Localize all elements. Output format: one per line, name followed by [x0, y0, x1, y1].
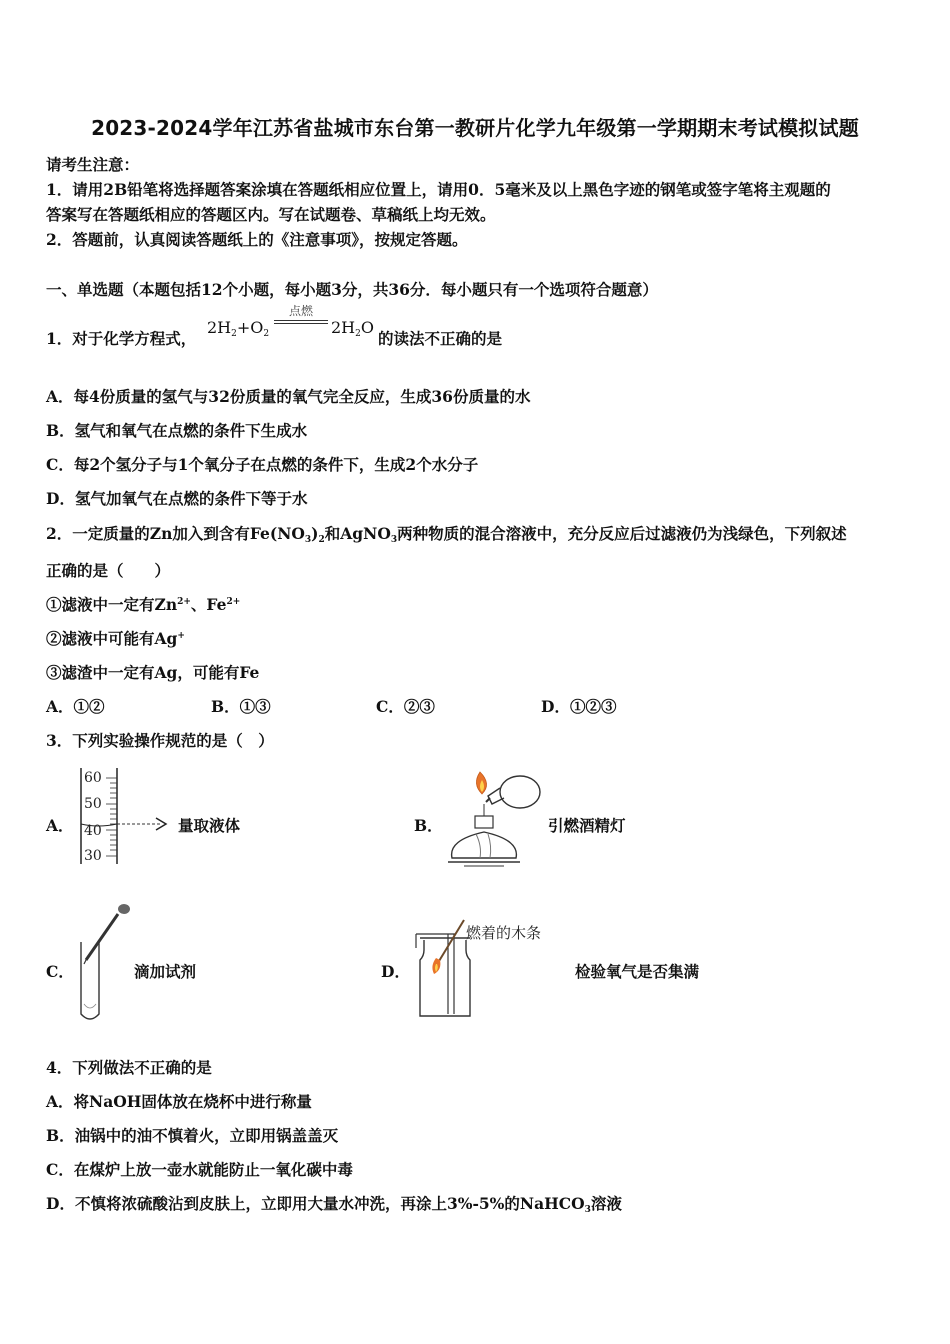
q3-option-d-letter: D．: [381, 962, 410, 981]
q2-option-a: A．①②: [46, 697, 105, 716]
alcohol-lamp-figure: [442, 762, 542, 870]
cylinder-tick-40: 40: [84, 823, 102, 839]
q1-equation-condition: 点燃: [288, 304, 313, 318]
notice-heading: 请考生注意：: [46, 155, 140, 174]
q1-option-c: C．每2个氢分子与1个氧分子在点燃的条件下，生成2个水分子: [46, 455, 479, 474]
q4-option-c: C．在煤炉上放一壶水就能防止一氧化碳中毒: [46, 1160, 353, 1179]
q1-equation-arrow-top: [274, 320, 328, 321]
q3-option-b-letter: B．: [414, 816, 443, 835]
graduated-cylinder-figure: [76, 764, 176, 868]
q2-option-d: D．①②③: [541, 697, 617, 716]
q1-equation: $2H_2+O_2$: [207, 318, 270, 339]
q3-option-d-text: 检验氧气是否集满: [575, 962, 700, 981]
q1-equation-arrow-bottom: [274, 323, 328, 324]
notice-item-2: 2．答题前，认真阅读答题纸上的《注意事项》，按规定答题。: [46, 230, 468, 249]
q1-stem-prefix: 1．对于化学方程式，: [46, 329, 197, 348]
q2-stem: 2．一定质量的Zn加入到含有$Fe(NO_3)_2$和AgNO$_3$两种物质的混合溶液中，充分反应后过滤液仍为浅绿色，下列叙述: [46, 524, 847, 545]
q4-option-b: B．油锅中的油不慎着火，立即用锅盖盖灭: [46, 1126, 339, 1145]
q2-statement-1: ①滤液中一定有$Zn^{2+}$、$Fe^{2+}$: [46, 595, 241, 614]
page-title: 2023-2024学年江苏省盐城市东台第一教研片化学九年级第一学期期末考试模拟试题: [91, 116, 859, 140]
cylinder-tick-50: 50: [84, 796, 102, 812]
cylinder-tick-30: 30: [84, 848, 102, 864]
q4-option-a: A．将NaOH固体放在烧杯中进行称量: [46, 1092, 312, 1111]
cylinder-tick-60: 60: [84, 770, 102, 786]
q2-statement-3: ③滤渣中一定有Ag，可能有Fe: [46, 663, 260, 682]
notice-item-1-line-1: 1．请用2B铅笔将选择题答案涂填在答题纸相应位置上，请用0．5毫米及以上黑色字迹的钢笔或签字笔将主观题的: [46, 180, 831, 199]
q3-option-a-text: 量取液体: [178, 816, 241, 835]
q3-option-d-annotation: 燃着的木条: [466, 924, 542, 942]
q3-option-a-letter: A．: [46, 816, 74, 835]
q2-option-b: B．①③: [211, 697, 271, 716]
q1-stem: [46, 327, 196, 349]
q1-stem-suffix: 的读法不正确的是: [378, 329, 503, 348]
q2-stem-line-2: 正确的是（ ）: [46, 561, 171, 580]
q1-option-d: D．氢气加氧气在点燃的条件下等于水: [46, 489, 308, 508]
q3-option-c-letter: C．: [46, 962, 74, 981]
q3-option-c-text: 滴加试剂: [134, 962, 197, 981]
q1-equation-product: $2H_2O$: [331, 318, 374, 339]
q3-option-b-text: 引燃酒精灯: [548, 816, 626, 835]
q3-stem: 3．下列实验操作规范的是（ ）: [46, 731, 274, 750]
q1-option-a: A．每4份质量的氢气与32份质量的氧气完全反应，生成36份质量的水: [46, 387, 531, 406]
q2-option-c: C．②③: [376, 697, 435, 716]
q4-option-d: D．不慎将浓硫酸沾到皮肤上，立即用大量水冲洗，再涂上3%-5%的NaHCO$_3$溶液: [46, 1194, 622, 1215]
q4-stem: 4．下列做法不正确的是: [46, 1058, 212, 1077]
notice-item-1-line-2: 答案写在答题纸相应的答题区内。写在试题卷、草稿纸上均无效。: [46, 205, 496, 224]
dropper-test-tube-figure: [72, 902, 136, 1026]
q2-statement-2: ②滤液中可能有Ag+: [46, 629, 185, 648]
q1-option-b: B．氢气和氧气在点燃的条件下生成水: [46, 421, 308, 440]
section-heading: 一、单选题（本题包括12个小题，每小题3分，共36分．每小题只有一个选项符合题意）: [46, 280, 658, 299]
